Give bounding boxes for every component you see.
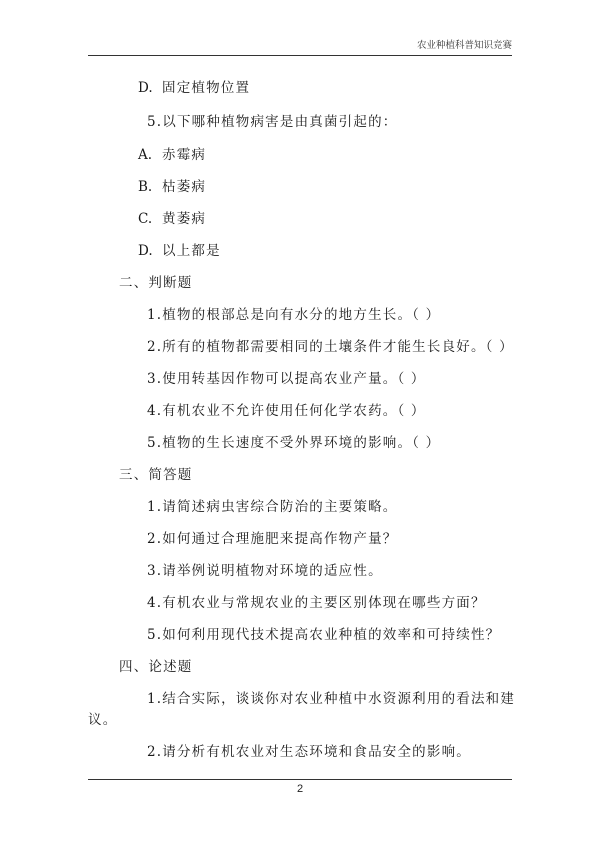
- short-answer-item: 1.请简述病虫害综合防治的主要策略。: [147, 499, 398, 515]
- true-false-item: 3.使用转基因作物可以提高农业产量。（ ）: [147, 371, 426, 387]
- option-text: 黄萎病: [162, 211, 207, 227]
- option-text: 赤霉病: [162, 147, 207, 163]
- question-5-option-b: [138, 178, 206, 196]
- option-letter: B.: [138, 179, 153, 195]
- question-5-option-d: [138, 242, 221, 260]
- true-false-item: 1.植物的根部总是向有水分的地方生长。（ ）: [147, 307, 441, 323]
- option-text: 固定植物位置: [162, 80, 251, 96]
- essay-item-1-line-1: 1.结合实际，谈谈你对农业种植中水资源利用的看法和建: [147, 691, 516, 707]
- option-text: 以上都是: [162, 243, 221, 259]
- question-5: 5.以下哪种植物病害是由真菌引起的：: [147, 114, 398, 130]
- header-divider: [88, 55, 512, 56]
- short-answer-item: 2.如何通过合理施肥来提高作物产量？: [147, 531, 398, 547]
- question-5-option-c: [138, 210, 206, 228]
- footer-divider: [88, 779, 512, 780]
- option-letter: D.: [138, 80, 153, 96]
- question-5-option-a: [138, 146, 206, 164]
- true-false-item: 5.植物的生长速度不受外界环境的影响。（ ）: [147, 435, 441, 451]
- option-text: 枯萎病: [162, 179, 207, 195]
- section-heading-true-false: 二、判断题: [119, 275, 193, 291]
- true-false-item: 4.有机农业不允许使用任何化学农药。（ ）: [147, 403, 426, 419]
- true-false-item: 2.所有的植物都需要相同的土壤条件才能生长良好。（ ）: [147, 339, 514, 355]
- option-letter: A.: [138, 147, 153, 163]
- section-heading-short-answer: 三、简答题: [119, 467, 193, 483]
- page-number: 2: [296, 783, 304, 795]
- short-answer-item: 4.有机农业与常规农业的主要区别体现在哪些方面？: [147, 595, 486, 611]
- header-title: 农业种植科普知识竞赛: [416, 40, 512, 51]
- section-heading-essay: 四、论述题: [119, 659, 193, 675]
- option-d-previous: [138, 79, 250, 97]
- option-letter: C.: [138, 211, 153, 227]
- essay-item-1-line-2: 议。: [88, 712, 118, 728]
- option-letter: D.: [138, 243, 153, 259]
- short-answer-item: 3.请举例说明植物对环境的适应性。: [147, 563, 383, 579]
- short-answer-item: 5.如何利用现代技术提高农业种植的效率和可持续性？: [147, 627, 501, 643]
- essay-item-2: 2.请分析有机农业对生态环境和食品安全的影响。: [147, 744, 471, 760]
